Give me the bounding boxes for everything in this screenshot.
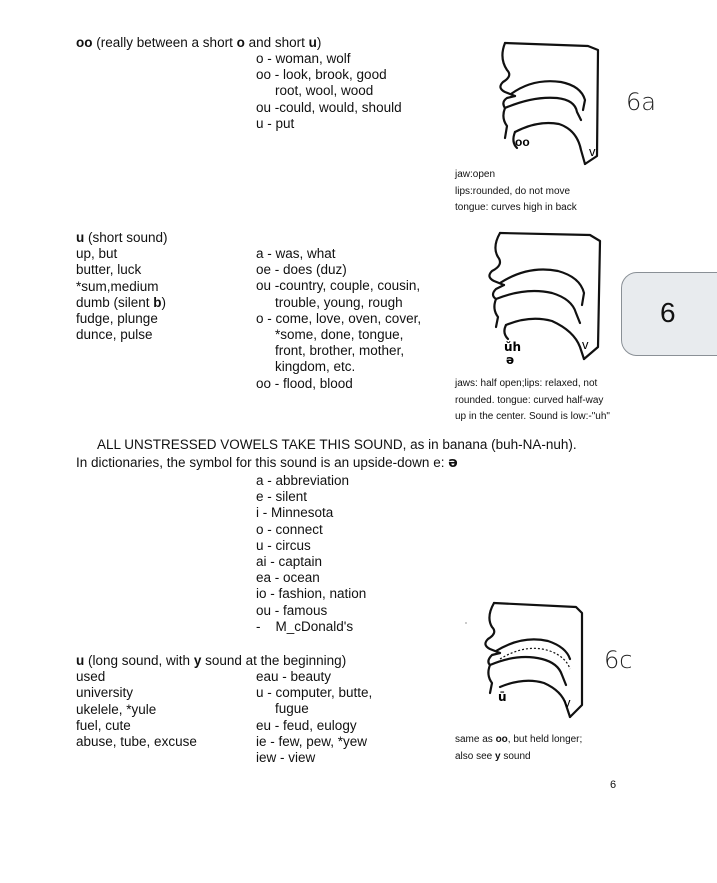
caption-line — [455, 732, 582, 749]
page-number: 6 — [610, 779, 617, 791]
diagram-symbol-uh: ŭh — [504, 340, 522, 354]
section-u-short-examples — [256, 246, 421, 392]
example-line: trouble, young, rough — [275, 294, 403, 310]
example-line: u - put — [256, 115, 295, 131]
caption-line: tongue: curves high in back — [455, 202, 577, 213]
diagram-symbol-oo: oo — [515, 135, 530, 149]
word-line: abuse, tube, excuse — [76, 734, 197, 750]
diagram-v-mark: v — [589, 144, 596, 159]
heading-text: ) — [316, 35, 322, 50]
caption-u-short — [455, 376, 610, 426]
handwritten-label-6a: 6a — [626, 88, 656, 116]
example-line: e - silent — [256, 489, 308, 505]
example-line: a - abbreviation — [256, 473, 350, 488]
schwa-symbol: ə — [448, 455, 458, 471]
heading-bold-u: u — [76, 230, 85, 245]
mouth-diagram-u-long — [478, 597, 590, 725]
heading-text: and short — [244, 35, 309, 50]
heading-bold-o: o — [236, 35, 245, 50]
word-line: university — [76, 685, 134, 701]
example-line: u - computer, butte, — [256, 685, 373, 701]
example-line: ou -could, would, should — [256, 99, 402, 115]
example-line: front, brother, mother, — [275, 343, 405, 359]
word-text: ) — [161, 294, 167, 310]
heading-oo-letters: oo — [76, 35, 93, 50]
caption-line: jaws: half open;lips: relaxed, not — [455, 378, 598, 389]
unstressed-line-1: ALL UNSTRESSED VOWELS TAKE THIS SOUND, as in banana (buh-NA-nuh). — [97, 437, 577, 452]
handwritten-label-6c: 6c — [604, 646, 633, 674]
caption-line: jaw:open — [455, 169, 496, 180]
example-line: fugue — [275, 701, 309, 717]
example-line: o - woman, wolf — [256, 51, 351, 66]
section-u-short-heading — [76, 230, 168, 246]
example-line: root, wool, wood — [275, 83, 374, 99]
example-line: oo - look, brook, good — [256, 67, 387, 83]
example-line: oe - does (duz) — [256, 262, 347, 278]
example-line: io - fashion, nation — [256, 586, 367, 602]
example-line: a - was, what — [256, 246, 336, 261]
caption-line — [455, 749, 582, 766]
example-line: ie - few, pew, *yew — [256, 733, 368, 749]
diagram-symbol-u-long: ū — [498, 690, 507, 704]
word-line: fuel, cute — [76, 717, 131, 733]
section-u-short-left — [76, 230, 168, 343]
heading-bold-y: y — [193, 653, 202, 668]
example-line: iew - view — [256, 750, 316, 766]
section-oo-heading — [76, 35, 321, 51]
example-line: u - circus — [256, 537, 311, 553]
caption-text: also see — [455, 750, 496, 762]
caption-u-long — [455, 732, 582, 765]
word-line: *sum,medium — [76, 278, 159, 294]
diagram-symbol-schwa: ə — [506, 353, 515, 367]
caption-line: rounded. tongue: curved half-way — [455, 394, 604, 406]
section-tab-6 — [621, 272, 717, 356]
example-line: i - Minnesota — [256, 505, 334, 521]
bold-b: b — [153, 294, 162, 310]
example-line: kingdom, etc. — [275, 359, 356, 375]
section-oo-examples — [256, 51, 402, 132]
word-line: ukelele, *yule — [76, 701, 157, 717]
example-line: o - connect — [256, 521, 323, 537]
word-line: fudge, plunge — [76, 311, 158, 327]
caption-line: up in the center. Sound is low:-"uh" — [455, 411, 610, 422]
example-line: eau - beauty — [256, 669, 332, 684]
example-line: ea - ocean — [256, 570, 320, 586]
unstressed-examples — [256, 473, 366, 635]
word-line: used — [76, 669, 106, 685]
word-line: dunce, pulse — [76, 327, 153, 343]
caption-bold-y: y — [495, 750, 501, 762]
example-line: ou -country, couple, cousin, — [256, 278, 421, 294]
caption-bold-oo: oo — [495, 734, 508, 745]
diagram-v-mark: v — [564, 695, 571, 710]
heading-bold-u: u — [308, 35, 317, 50]
heading-text: (long sound, with — [84, 653, 194, 668]
section-u-long-examples — [256, 669, 372, 766]
section-tab-label: 6 — [660, 297, 676, 328]
example-line: ou - famous — [256, 602, 328, 618]
example-line: o - come, love, oven, cover, — [256, 310, 422, 326]
caption-text: sound — [500, 750, 531, 762]
stray-dot — [465, 622, 467, 624]
mouth-diagram-u-short — [480, 227, 605, 367]
caption-line: lips:rounded, do not move — [455, 185, 571, 197]
heading-text: (really between a short — [92, 35, 237, 50]
word-line: up, but — [76, 246, 118, 262]
caption-text: , but held longer; — [507, 734, 583, 745]
example-line: - M_cDonald's — [256, 618, 354, 634]
word-text: dumb (silent — [76, 294, 154, 310]
word-line: butter, luck — [76, 262, 142, 278]
word-line — [76, 295, 168, 311]
section-u-long-heading — [76, 653, 346, 669]
example-line: oo - flood, blood — [256, 375, 353, 391]
unstressed-line-2-text: In dictionaries, the symbol for this sound is an upside-down e: — [76, 455, 449, 470]
heading-text: sound at the beginning) — [201, 653, 347, 668]
caption-oo — [455, 167, 577, 217]
example-line: *some, done, tongue, — [275, 327, 404, 343]
example-line: ai - captain — [256, 554, 323, 570]
mouth-diagram-oo — [493, 38, 613, 168]
heading-text: (short sound) — [84, 230, 168, 245]
caption-text: same as — [455, 734, 496, 745]
unstressed-line-2 — [76, 455, 458, 471]
heading-bold-u: u — [76, 653, 85, 668]
diagram-v-mark: v — [582, 337, 589, 352]
example-line: eu - feud, eulogy — [256, 717, 357, 733]
